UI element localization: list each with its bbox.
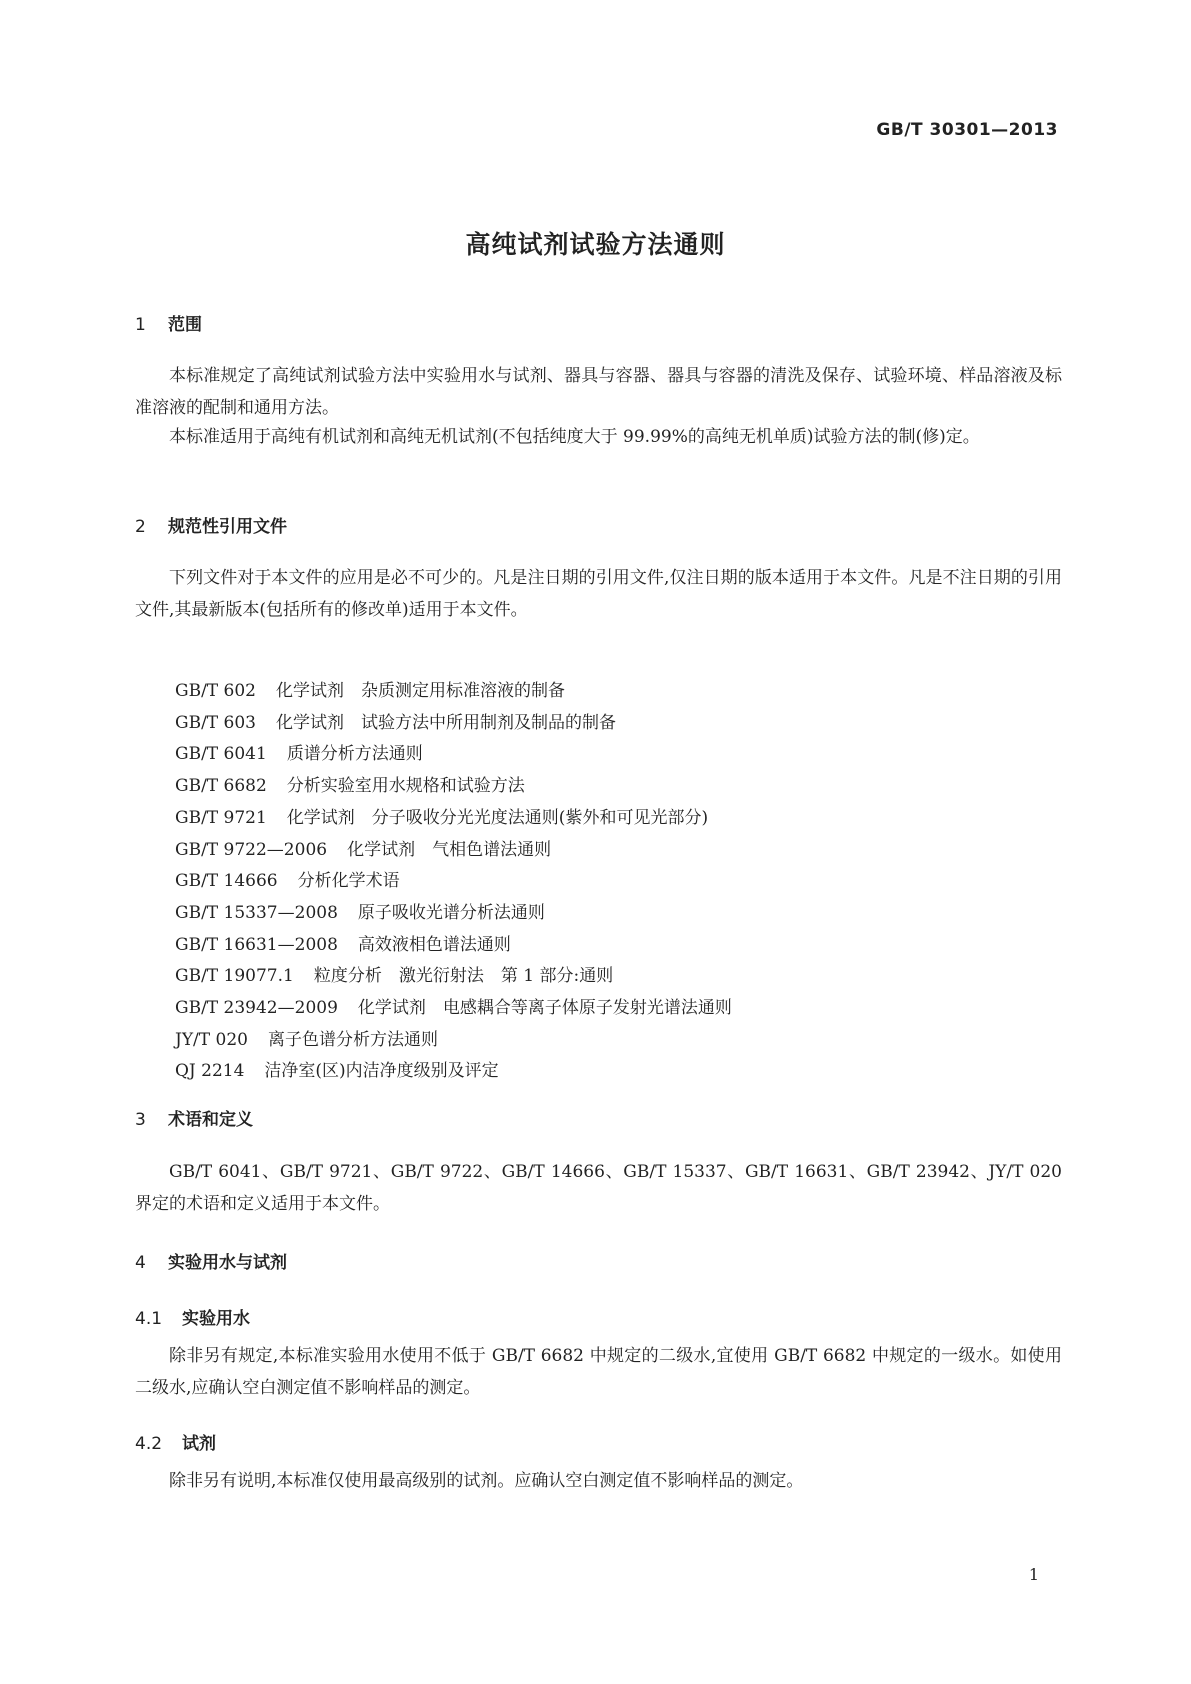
reference-item (175, 930, 732, 962)
reference-list (175, 676, 732, 1088)
reference-title: 化学试剂 杂质测定用标准溶液的制备 (276, 681, 565, 701)
reference-title: 离子色谱分析方法通则 (267, 1029, 438, 1050)
section-3-heading (135, 1105, 253, 1130)
section-title: 实验用水与试剂 (168, 1253, 287, 1273)
reference-title: 高效液相色谱法通则 (357, 934, 511, 955)
references-intro: 下列文件对于本文件的应用是必不可少的。凡是注日期的引用文件,仅注日期的版本适用于本文件。凡是不注日期的引用文件,其最新版本(包括所有的修改单)适用于本文件。 (135, 568, 1062, 620)
section-number: 1 (135, 315, 146, 335)
scope-paragraph-1: 本标准规定了高纯试剂试验方法中实验用水与试剂、器具与容器、器具与容器的清洗及保存、试验环境、样品溶液及标准溶液的配制和通用方法。 (135, 366, 1062, 418)
reference-title: 化学试剂 气相色谱法通则 (347, 839, 552, 860)
section-1-heading (135, 310, 202, 335)
section-title: 实验用水 (182, 1309, 250, 1329)
reference-code: QJ 2214 (175, 1061, 245, 1082)
reference-item (175, 866, 732, 898)
reference-code: GB/T 602 (175, 681, 256, 701)
reference-title: 化学试剂 电感耦合等离子体原子发射光谱法通则 (357, 998, 732, 1019)
document-title: 高纯试剂试验方法通则 (465, 230, 726, 259)
reference-code: GB/T 6041 (175, 744, 267, 765)
section-number: 4 (135, 1253, 146, 1273)
reference-code: GB/T 603 (175, 712, 256, 733)
reference-code: GB/T 19077.1 (175, 966, 294, 987)
reference-code: GB/T 23942—2009 (175, 998, 338, 1019)
reference-item (175, 1025, 732, 1057)
reference-code: GB/T 14666 (175, 871, 278, 892)
section-title: 术语和定义 (168, 1110, 253, 1130)
reference-item (175, 803, 732, 835)
section-4-1-heading (135, 1304, 250, 1329)
standard-code: GB/T 30301—2013 (876, 120, 1058, 140)
section-number: 4.1 (135, 1309, 163, 1329)
reference-code: GB/T 16631—2008 (175, 934, 338, 955)
reference-code: GB/T 15337—2008 (175, 902, 338, 923)
reference-item (175, 676, 732, 708)
reference-item (175, 1056, 732, 1088)
reference-item (175, 708, 732, 740)
reference-title: 分析实验室用水规格和试验方法 (286, 776, 525, 797)
reference-title: 洁净室(区)内洁净度级别及评定 (264, 1061, 499, 1082)
reference-code: GB/T 6682 (175, 776, 267, 797)
reference-title: 化学试剂 分子吸收分光光度法通则(紫外和可见光部分) (286, 807, 709, 828)
reference-title: 粒度分析 激光衍射法 第 1 部分:通则 (313, 966, 614, 987)
reference-title: 化学试剂 试验方法中所用制剂及制品的制备 (276, 712, 616, 733)
section-title: 规范性引用文件 (168, 517, 287, 537)
section-title: 试剂 (182, 1434, 216, 1454)
reference-item (175, 961, 732, 993)
section-number: 2 (135, 517, 146, 537)
reference-code: JY/T 020 (175, 1029, 248, 1050)
reference-code: GB/T 9722—2006 (175, 839, 328, 860)
reagent-paragraph: 除非另有说明,本标准仅使用最高级别的试剂。应确认空白测定值不影响样品的测定。 (169, 1471, 804, 1491)
page-number: 1 (1028, 1565, 1039, 1584)
reference-item (175, 835, 732, 867)
reference-code: GB/T 9721 (175, 807, 267, 828)
terms-paragraph: GB/T 6041、GB/T 9721、GB/T 9722、GB/T 14666、GB/T 15337、GB/T 16631、GB/T 23942、JY/T 020界定的术语和定义适用于本文件。 (135, 1162, 1062, 1214)
section-4-2-heading (135, 1429, 216, 1454)
reference-item (175, 993, 732, 1025)
section-number: 3 (135, 1110, 146, 1130)
reference-item (175, 771, 732, 803)
section-title: 范围 (168, 315, 202, 335)
water-paragraph: 除非另有规定,本标准实验用水使用不低于 GB/T 6682 中规定的二级水,宜使用 GB/T 6682 中规定的一级水。如使用二级水,应确认空白测定值不影响样品的测定。 (135, 1346, 1062, 1398)
section-4-heading (135, 1248, 287, 1273)
reference-title: 原子吸收光谱分析法通则 (357, 902, 545, 923)
section-2-heading (135, 512, 287, 537)
section-number: 4.2 (135, 1434, 163, 1454)
reference-item (175, 739, 732, 771)
reference-title: 质谱分析方法通则 (286, 744, 423, 765)
scope-paragraph-2: 本标准适用于高纯有机试剂和高纯无机试剂(不包括纯度大于 99.99%的高纯无机单质)试验方法的制(修)定。 (169, 427, 980, 447)
reference-item (175, 898, 732, 930)
reference-title: 分析化学术语 (297, 871, 400, 892)
